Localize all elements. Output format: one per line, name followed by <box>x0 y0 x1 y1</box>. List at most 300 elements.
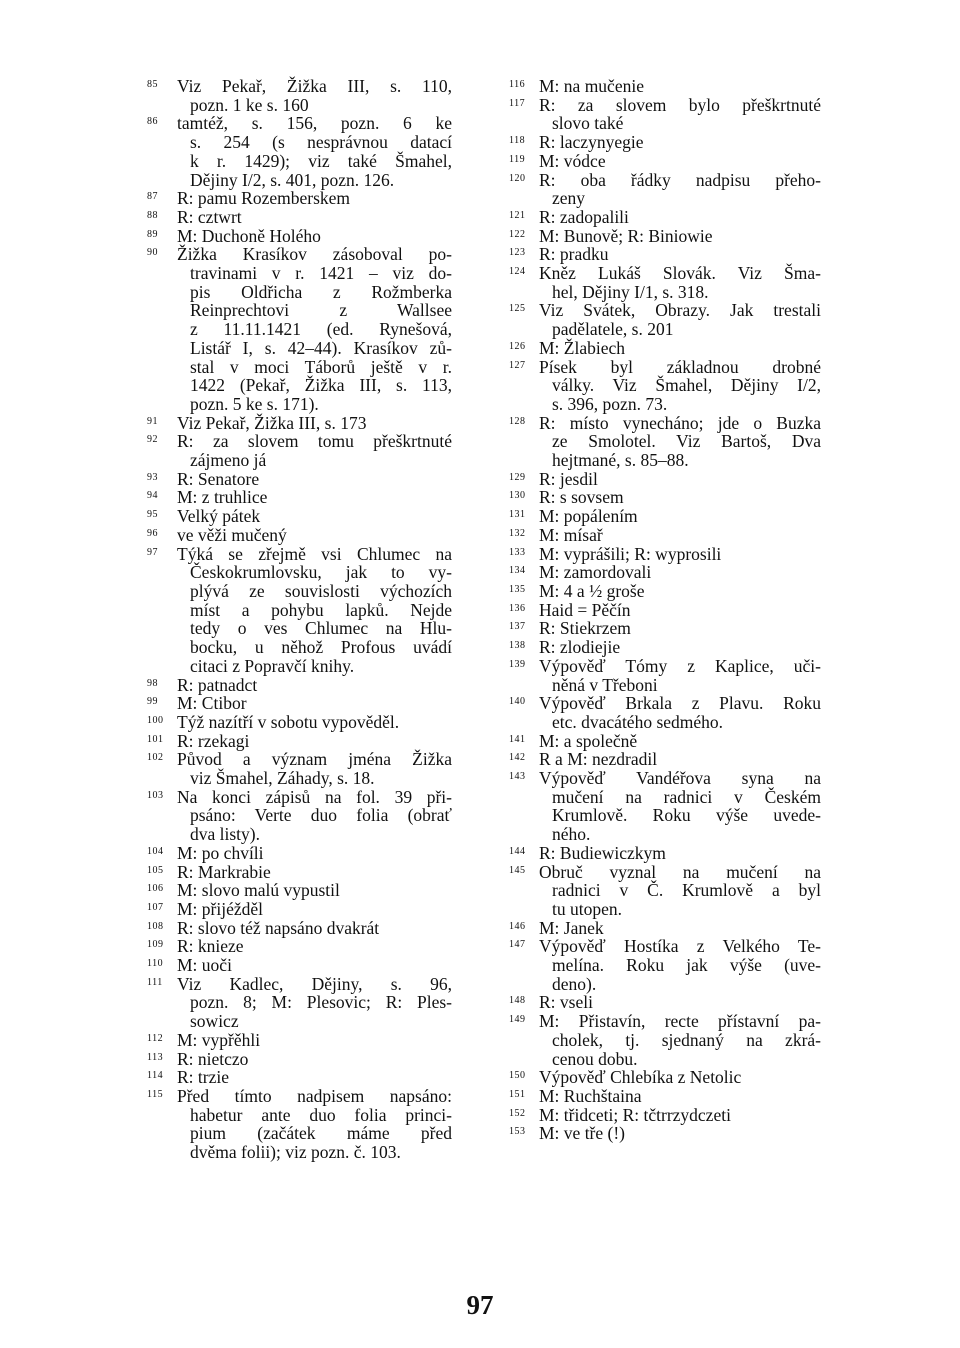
footnote-line: bocku, u něhož Profous uvádí <box>190 637 452 658</box>
footnote-line: ného. <box>552 824 591 845</box>
footnote-line: Viz Kadlec, Dějiny, s. 96, <box>177 973 452 994</box>
footnote-line: stal v moci Táborů ještě v r. <box>190 356 452 377</box>
footnote <box>147 844 452 863</box>
footnote-number: 90 <box>147 247 158 259</box>
footnote-line: mučení na radnici v Českém <box>552 786 821 807</box>
footnote-text <box>539 694 821 731</box>
footnote-text <box>539 1124 821 1143</box>
footnote-line: ve věži mučený <box>177 524 287 545</box>
footnote-number: 147 <box>509 939 526 951</box>
footnote-text <box>539 844 821 863</box>
footnote-text <box>177 189 452 208</box>
footnote-text <box>177 114 452 189</box>
footnote-number: 139 <box>509 658 526 670</box>
footnote-line: melína. Roku jak výše (uve- <box>552 955 821 976</box>
footnote-number: 93 <box>147 471 158 483</box>
footnote-line: Českokrumlovsku, jak to vy- <box>190 562 452 583</box>
footnote <box>509 488 821 507</box>
footnote <box>147 227 452 246</box>
footnote <box>509 171 821 208</box>
footnote-number: 95 <box>147 509 158 521</box>
footnote-line: M: Janek <box>539 917 604 938</box>
footnote-text <box>177 208 452 227</box>
footnote-line: tu utopen. <box>552 898 622 919</box>
footnote-text <box>177 788 452 844</box>
footnote-number: 121 <box>509 209 526 221</box>
footnote-text <box>177 77 452 114</box>
footnote-number: 131 <box>509 509 526 521</box>
footnote-number: 103 <box>147 789 164 801</box>
footnote <box>147 788 452 844</box>
footnote-line: M: po chvíli <box>177 842 264 863</box>
footnote <box>147 713 452 732</box>
footnote-line: M: Žlabiech <box>539 337 626 358</box>
footnote-text <box>177 956 452 975</box>
footnote-line: Týž nazítří v sobotu vypověděl. <box>177 711 400 732</box>
footnote-line: travinami v r. 1421 – viz do- <box>190 263 452 284</box>
footnote-line: Viz Pekař, Žižka III, s. 173 <box>177 412 367 433</box>
footnote-line: R: Senatore <box>177 468 260 489</box>
footnote-line: R: s sovsem <box>539 487 624 508</box>
footnote <box>509 993 821 1012</box>
footnote-number: 91 <box>147 415 158 427</box>
footnote-line: M: Přistavín, recte přístavní pa- <box>539 1011 821 1032</box>
footnote-line: M: uoči <box>177 955 232 976</box>
footnote-line: Viz Svátek, Obrazy. Jak trestali <box>539 300 821 321</box>
footnote-line: dva listy). <box>190 824 260 845</box>
footnote-number: 101 <box>147 733 164 745</box>
footnote-text <box>539 414 821 470</box>
footnote-text <box>539 601 821 620</box>
footnote-number: 104 <box>147 845 164 857</box>
footnote-number: 107 <box>147 901 164 913</box>
footnote-text <box>177 844 452 863</box>
footnote <box>147 750 452 787</box>
footnote-line: Před tímto nadpisem napsáno: <box>177 1085 452 1106</box>
footnote-text <box>177 470 452 489</box>
footnote-line: etc. dvacátého sedmého. <box>552 711 724 732</box>
footnote-text <box>177 732 452 751</box>
footnote <box>509 563 821 582</box>
footnote-line: R a M: nezdradil <box>539 749 658 770</box>
footnote-line: tedy o ves Chlumec na Hlu- <box>190 618 452 639</box>
footnote-line: pozn. 1 ke s. 160 <box>190 94 309 115</box>
footnote-line: M: Ctibor <box>177 693 247 714</box>
footnote <box>147 414 452 433</box>
footnote-line: R: rzekagi <box>177 730 250 751</box>
footnote-text <box>539 937 821 993</box>
footnote-line: Obruč vyznal na mučení na <box>539 861 821 882</box>
footnote-text <box>539 582 821 601</box>
footnote <box>147 470 452 489</box>
footnote <box>147 732 452 751</box>
footnote-text <box>539 245 821 264</box>
footnote <box>509 657 821 694</box>
footnote-number: 128 <box>509 415 526 427</box>
footnote-line: Výpověď Hostíka z Velkého Te- <box>539 936 821 957</box>
footnote-line: Na konci zápisů na fol. 39 při- <box>177 786 452 807</box>
footnote-text <box>177 694 452 713</box>
footnote <box>509 245 821 264</box>
footnote-line: M: ve tře (!) <box>539 1123 626 1144</box>
footnote-text <box>177 900 452 919</box>
footnote-line: M: vypřěhli <box>177 1029 261 1050</box>
footnote-text <box>177 227 452 246</box>
footnote-text <box>177 975 452 1031</box>
footnote-text <box>177 1050 452 1069</box>
footnote <box>147 1031 452 1050</box>
footnote-number: 89 <box>147 228 158 240</box>
footnote-text <box>539 619 821 638</box>
footnote-text <box>539 208 821 227</box>
footnote-text <box>177 863 452 882</box>
footnote-line: R: trzie <box>177 1067 229 1088</box>
footnote-text <box>177 937 452 956</box>
footnote-line: pis Oldřicha z Rožmberka <box>190 281 452 302</box>
footnote <box>147 507 452 526</box>
left-notes-column <box>147 77 452 1162</box>
footnote-number: 105 <box>147 864 164 876</box>
footnote-line: sowicz <box>190 1011 239 1032</box>
footnote-line: Týká se zřejmě vsi Chlumec na <box>177 543 452 564</box>
footnote <box>509 1012 821 1068</box>
footnote-number: 146 <box>509 920 526 932</box>
footnote-line: zájmeno já <box>190 450 267 471</box>
footnote-number: 117 <box>509 97 526 109</box>
footnote-line: M: z truhlice <box>177 487 268 508</box>
footnote-number: 116 <box>509 79 526 90</box>
footnote-text <box>539 227 821 246</box>
footnote-line: R: zadopalili <box>539 206 629 227</box>
footnote <box>509 545 821 564</box>
footnote-number: 98 <box>147 677 158 689</box>
footnote <box>147 863 452 882</box>
footnote-number: 151 <box>509 1088 526 1100</box>
footnote-number: 137 <box>509 621 526 633</box>
footnote-line: pozn. 8; M: Plesovic; R: Ples- <box>190 992 452 1013</box>
footnote-number: 113 <box>147 1051 164 1063</box>
footnote-number: 125 <box>509 303 526 315</box>
footnote <box>147 956 452 975</box>
footnote-text <box>539 657 821 694</box>
footnote-number: 112 <box>147 1032 164 1044</box>
footnote-line: M: Duchoně Holého <box>177 225 321 246</box>
footnote-number: 152 <box>509 1107 526 1119</box>
footnote-line: R: patnadct <box>177 674 258 695</box>
footnote <box>147 975 452 1031</box>
footnote-number: 138 <box>509 640 526 652</box>
footnote-line: R: oba řádky nadpisu přeho- <box>539 169 821 190</box>
footnote-line: Výpověď Vandéřova syna na <box>539 768 821 789</box>
footnote-line: Žižka Krasíkov zásoboval po- <box>177 244 452 265</box>
footnote-line: hejtmané, s. 85–88. <box>552 450 689 471</box>
footnote-line: R: knieze <box>177 936 244 957</box>
footnote-text <box>177 1087 452 1162</box>
footnote-line: hel, Dějiny I/1, s. 318. <box>552 281 709 302</box>
footnote <box>147 900 452 919</box>
footnote-number: 127 <box>509 359 526 371</box>
footnote-line: habetur ante duo folia princi- <box>190 1104 452 1125</box>
footnote-number: 92 <box>147 434 158 446</box>
footnote <box>509 937 821 993</box>
footnote-text <box>177 245 452 413</box>
footnote-number: 85 <box>147 79 158 90</box>
footnote-line: 1422 (Pekař, Žižka III, s. 113, <box>190 375 452 396</box>
footnote-number: 140 <box>509 696 526 708</box>
footnote <box>509 96 821 133</box>
footnote-number: 111 <box>147 976 163 988</box>
footnote-number: 99 <box>147 696 158 708</box>
page-number: 97 <box>466 1290 494 1320</box>
footnote <box>509 152 821 171</box>
footnote-line: slovo také <box>552 113 624 134</box>
footnote-text <box>539 750 821 769</box>
footnote-line: M: vyprášili; R: wyprosili <box>539 543 722 564</box>
footnote <box>147 189 452 208</box>
footnote-line: Písek byl základnou drobné <box>539 356 821 377</box>
footnote-number: 96 <box>147 527 158 539</box>
footnote-number: 110 <box>147 958 164 970</box>
footnote-text <box>177 545 452 676</box>
footnote-text <box>539 919 821 938</box>
footnote <box>147 676 452 695</box>
footnote-line: k r. 1429); viz také Šmahel, <box>190 150 452 171</box>
footnote-text <box>539 77 821 96</box>
footnote <box>147 694 452 713</box>
footnote-line: Haid = Pěčín <box>539 599 631 620</box>
footnote-line: deno). <box>552 973 597 994</box>
footnote <box>509 844 821 863</box>
footnote-number: 126 <box>509 340 526 352</box>
footnote <box>147 432 452 469</box>
footnote-number: 118 <box>509 135 526 147</box>
footnote-text <box>539 1068 821 1087</box>
footnote-text <box>539 1087 821 1106</box>
footnote-line: Původ a význam jména Žižka <box>177 749 452 770</box>
footnote <box>509 301 821 338</box>
footnote-line: ze Smolotel. Viz Bartoš, Dva <box>552 431 821 452</box>
footnote <box>509 582 821 601</box>
footnote <box>509 601 821 620</box>
footnote <box>509 1106 821 1125</box>
footnote-text <box>177 676 452 695</box>
footnote <box>147 245 452 413</box>
footnote-line: psáno: Verte duo folia (obrať <box>190 805 452 826</box>
footnote-number: 129 <box>509 471 526 483</box>
footnote-line: R: místo vynecháno; jde o Buzka <box>539 412 821 433</box>
footnote-text <box>177 526 452 545</box>
footnote-text <box>539 507 821 526</box>
footnote <box>509 638 821 657</box>
footnote-number: 134 <box>509 565 526 577</box>
footnote-line: Krumlově. Roku výše uvede- <box>552 805 821 826</box>
footnote-text <box>539 638 821 657</box>
footnote-line: M: a společně <box>539 730 638 751</box>
footnote-line: M: přijéžděl <box>177 898 264 919</box>
footnote-line: citaci z Popravčí knihy. <box>190 655 355 676</box>
footnote-number: 123 <box>509 247 526 259</box>
footnote <box>509 133 821 152</box>
footnote-number: 120 <box>509 172 526 184</box>
footnote-line: R: jesdil <box>539 468 598 489</box>
footnote <box>147 208 452 227</box>
footnote-line: R: nietczo <box>177 1048 249 1069</box>
footnote-number: 135 <box>509 583 526 595</box>
footnote-text <box>177 414 452 433</box>
footnote <box>147 526 452 545</box>
footnote-line: cholek, tj. sjednaný na zkrá- <box>552 1029 821 1050</box>
footnote <box>509 507 821 526</box>
footnote-number: 108 <box>147 920 164 932</box>
footnote-text <box>177 1068 452 1087</box>
footnote-line: dvěma folii); viz pozn. č. 103. <box>190 1142 401 1163</box>
footnote-line: plývá ze souvislosti výchozích <box>190 580 452 601</box>
footnote <box>509 264 821 301</box>
footnote-number: 88 <box>147 209 158 221</box>
footnote-text <box>177 750 452 787</box>
footnote-number: 153 <box>509 1126 526 1138</box>
footnote-number: 97 <box>147 546 158 558</box>
footnote-line: M: 4 a ½ groše <box>539 580 645 601</box>
footnote-number: 142 <box>509 752 526 764</box>
footnote-number: 145 <box>509 864 526 876</box>
footnote-line: R: Markrabie <box>177 861 271 882</box>
footnote-text <box>539 732 821 751</box>
footnote <box>509 470 821 489</box>
footnote-line: M: na mučenie <box>539 76 644 96</box>
footnote-text <box>539 863 821 919</box>
footnote-text <box>539 470 821 489</box>
footnote-number: 148 <box>509 995 526 1007</box>
footnote-number: 100 <box>147 714 164 726</box>
footnote <box>147 1050 452 1069</box>
footnote-line: R: slovo též napsáno dvakrát <box>177 917 380 938</box>
footnote-line: Výpověď Brkala z Plavu. Roku <box>539 693 821 714</box>
footnote-line: zeny <box>552 188 586 209</box>
footnote <box>509 1124 821 1143</box>
footnote-text <box>539 358 821 414</box>
footnote-line: R: Stiekrzem <box>539 618 631 639</box>
footnote <box>147 545 452 676</box>
footnote <box>509 1068 821 1087</box>
footnote-line: M: třidceti; R: tčtrrzydczeti <box>539 1104 731 1125</box>
footnote-line: R: laczynyegie <box>539 132 644 153</box>
footnote-number: 150 <box>509 1070 526 1082</box>
footnote-line: Velký pátek <box>177 506 261 527</box>
footnote <box>509 863 821 919</box>
footnote <box>509 414 821 470</box>
footnote-line: pium (začátek máme před <box>190 1123 452 1144</box>
footnote-text <box>539 993 821 1012</box>
footnote <box>509 358 821 414</box>
footnote-number: 94 <box>147 490 158 502</box>
footnote <box>509 526 821 545</box>
footnote-line: M: zamordovali <box>539 562 652 583</box>
footnote-text <box>177 507 452 526</box>
footnote-line: cenou dobu. <box>552 1048 638 1069</box>
footnote-number: 119 <box>509 153 526 165</box>
footnote-line: Listář I, s. 42–44). Krasíkov zů- <box>190 337 452 358</box>
footnote-text <box>539 1012 821 1068</box>
footnote-text <box>539 769 821 844</box>
footnote-line: R: Budiewiczkym <box>539 842 666 863</box>
footnote-number: 143 <box>509 771 526 783</box>
footnote-text <box>177 1031 452 1050</box>
footnote-line: Reinprechtovi z Wallsee <box>190 300 452 321</box>
footnote-line: Viz Pekař, Žižka III, s. 110, <box>177 76 452 96</box>
footnote-line: Dějiny I/2, s. 401, pozn. 126. <box>190 169 395 190</box>
footnote-line: Výpověď Tómy z Kaplice, uči- <box>539 655 821 676</box>
footnote <box>147 919 452 938</box>
footnote-line: R: pradku <box>539 244 609 265</box>
footnote-number: 141 <box>509 733 526 745</box>
footnote-number: 133 <box>509 546 526 558</box>
footnote-text <box>177 432 452 469</box>
footnote-line: R: vseli <box>539 992 593 1013</box>
footnote-number: 114 <box>147 1070 164 1082</box>
footnote <box>509 339 821 358</box>
footnote-line: R: za slovem bylo přeškrtnuté <box>539 94 821 115</box>
footnote <box>147 1068 452 1087</box>
footnote-text <box>177 488 452 507</box>
footnote <box>147 77 452 114</box>
footnote <box>509 732 821 751</box>
footnote-line: s. 396, pozn. 73. <box>552 393 668 414</box>
footnote-number: 106 <box>147 883 164 895</box>
footnote-line: R: za slovem tomu přeškrtnuté <box>177 431 452 452</box>
footnote-number: 130 <box>509 490 526 502</box>
footnote-line: R: zlodiejie <box>539 637 621 658</box>
footnote-line: tamtéž, s. 156, pozn. 6 ke <box>177 113 452 134</box>
footnote-line: pozn. 5 ke s. 171). <box>190 393 319 414</box>
footnote <box>147 114 452 189</box>
footnote <box>147 1087 452 1162</box>
footnote-text <box>539 96 821 133</box>
footnote-line: viz Šmahel, Záhady, s. 18. <box>190 768 375 789</box>
footnote <box>509 694 821 731</box>
footnote <box>147 488 452 507</box>
footnote <box>147 881 452 900</box>
footnote <box>509 1087 821 1106</box>
footnote-number: 122 <box>509 228 526 240</box>
footnote-text <box>539 488 821 507</box>
footnote <box>509 208 821 227</box>
footnote <box>147 937 452 956</box>
footnote-line: míst a pohybu lapků. Nejde <box>190 599 452 620</box>
footnote <box>509 227 821 246</box>
footnote-line: z 11.11.1421 (ed. Rynešová, <box>190 319 452 340</box>
footnote-line: M: Ruchštaina <box>539 1085 642 1106</box>
footnote-text <box>539 301 821 338</box>
footnote-number: 86 <box>147 116 158 128</box>
footnote-line: s. 254 (s nesprávnou datací <box>190 132 452 153</box>
footnote <box>509 769 821 844</box>
footnote-text <box>177 881 452 900</box>
footnote-text <box>177 713 452 732</box>
footnote-line: Kněz Lukáš Slovák. Viz Šma- <box>539 263 821 284</box>
footnote-number: 115 <box>147 1088 164 1100</box>
footnote-number: 109 <box>147 939 164 951</box>
footnote-text <box>539 152 821 171</box>
footnote-line: M: mísař <box>539 524 603 545</box>
footnote-number: 87 <box>147 191 158 203</box>
footnote-line: něná v Třeboni <box>552 674 658 695</box>
footnote-text <box>539 264 821 301</box>
footnote <box>509 77 821 96</box>
footnote-number: 132 <box>509 527 526 539</box>
footnote-line: padělatele, s. 201 <box>552 319 674 340</box>
footnote-number: 149 <box>509 1014 526 1026</box>
